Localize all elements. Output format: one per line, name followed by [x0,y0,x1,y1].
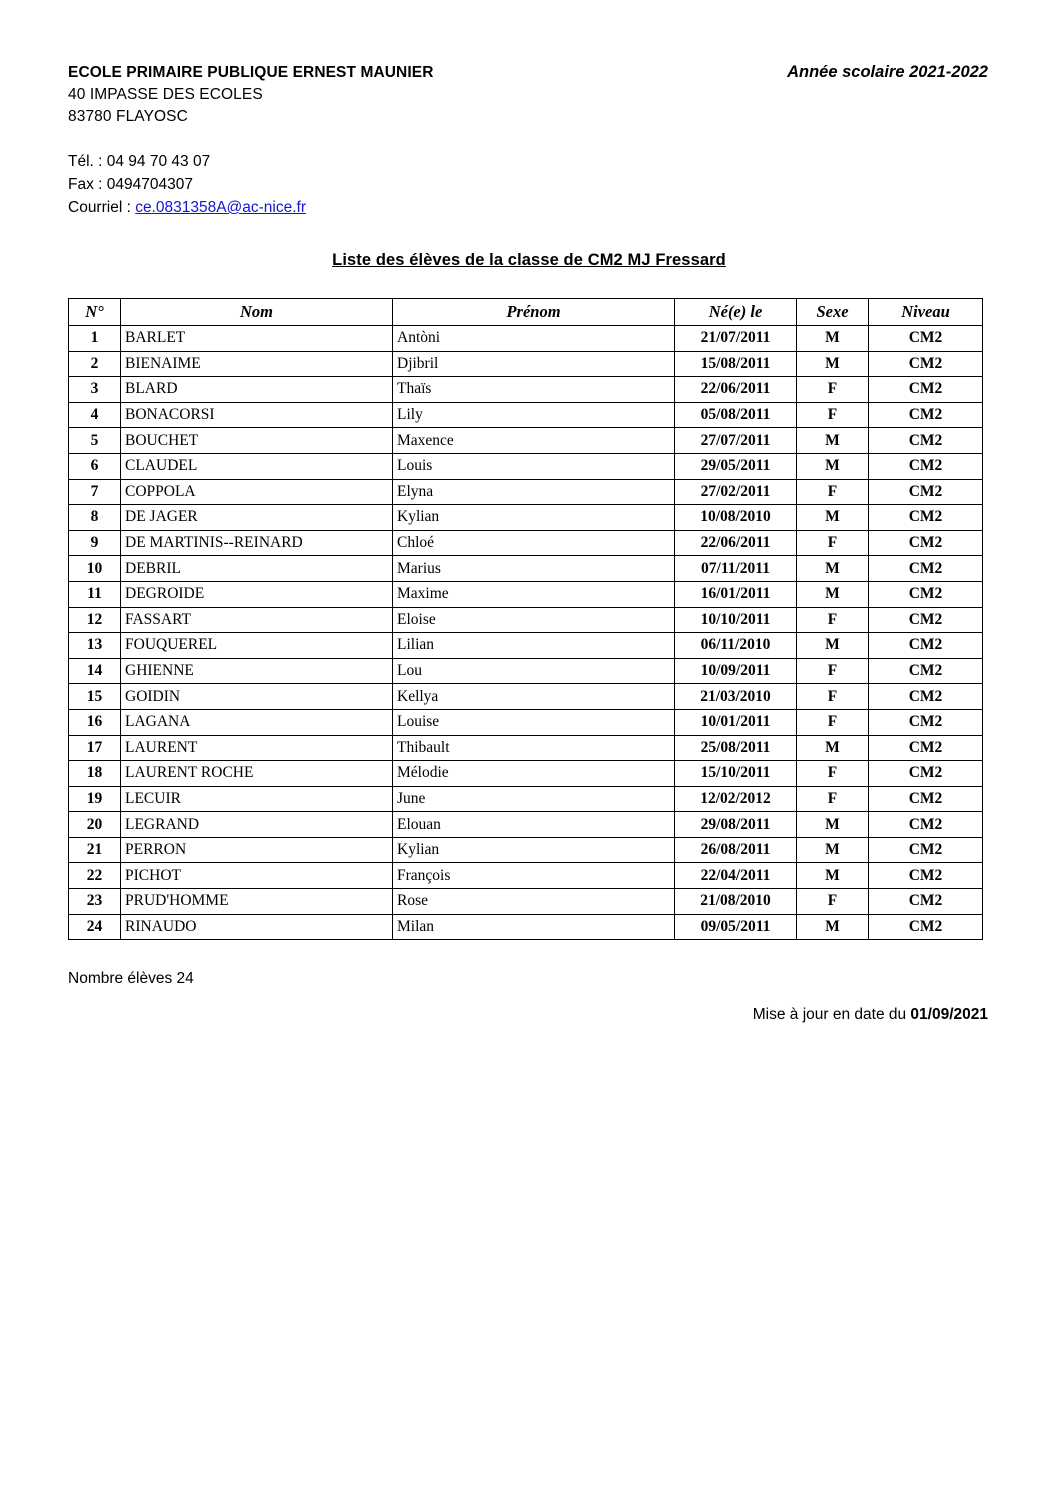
table-row [69,479,983,505]
cell-sexe: F [797,889,869,915]
table-row [69,428,983,454]
cell-naissance: 10/10/2011 [675,607,797,633]
cell-num: 9 [69,530,121,556]
cell-num: 7 [69,479,121,505]
update-date-line [68,1006,990,1024]
cell-naissance: 10/09/2011 [675,658,797,684]
cell-sexe: M [797,837,869,863]
cell-prenom: Kellya [393,684,675,710]
cell-niveau: CM2 [869,607,983,633]
update-prefix: Mise à jour en date du [752,1006,911,1024]
table-row [69,914,983,940]
fax-line: Fax : 0494704307 [68,176,193,193]
cell-niveau: CM2 [869,530,983,556]
cell-prenom: François [393,863,675,889]
cell-nom: PERRON [121,837,393,863]
cell-sexe: M [797,581,869,607]
cell-prenom: Marius [393,556,675,582]
cell-prenom: Maxence [393,428,675,454]
column-header-num: N° [69,299,121,326]
cell-sexe: M [797,914,869,940]
page-title: Liste des élèves de la classe de CM2 MJ Fressard [332,251,726,269]
cell-naissance: 10/08/2010 [675,505,797,531]
cell-prenom: Milan [393,914,675,940]
cell-niveau: CM2 [869,428,983,454]
cell-niveau: CM2 [869,351,983,377]
cell-naissance: 25/08/2011 [675,735,797,761]
cell-prenom: Antòni [393,326,675,352]
cell-num: 8 [69,505,121,531]
cell-num: 10 [69,556,121,582]
table-row [69,735,983,761]
table-row [69,812,983,838]
cell-nom: LEGRAND [121,812,393,838]
cell-naissance: 22/04/2011 [675,863,797,889]
cell-sexe: M [797,351,869,377]
cell-prenom: Rose [393,889,675,915]
email-label: Courriel : [68,199,136,216]
cell-niveau: CM2 [869,735,983,761]
cell-niveau: CM2 [869,658,983,684]
cell-nom: BARLET [121,326,393,352]
school-city: 83780 FLAYOSC [68,108,188,125]
cell-sexe: M [797,505,869,531]
update-date: 01/09/2021 [910,1006,988,1024]
table-row [69,351,983,377]
cell-sexe: M [797,812,869,838]
table-row [69,889,983,915]
cell-niveau: CM2 [869,581,983,607]
cell-prenom: Kylian [393,837,675,863]
cell-naissance: 22/06/2011 [675,530,797,556]
cell-naissance: 05/08/2011 [675,402,797,428]
cell-prenom: Elouan [393,812,675,838]
cell-nom: LECUIR [121,786,393,812]
cell-nom: BONACORSI [121,402,393,428]
cell-prenom: Lilian [393,633,675,659]
cell-prenom: Maxime [393,581,675,607]
school-address: 40 IMPASSE DES ECOLES [68,86,263,103]
cell-prenom: Mélodie [393,761,675,787]
cell-num: 5 [69,428,121,454]
cell-num: 6 [69,453,121,479]
cell-naissance: 09/05/2011 [675,914,797,940]
cell-sexe: F [797,786,869,812]
cell-nom: RINAUDO [121,914,393,940]
cell-prenom: June [393,786,675,812]
cell-niveau: CM2 [869,786,983,812]
cell-nom: PICHOT [121,863,393,889]
cell-num: 19 [69,786,121,812]
cell-naissance: 06/11/2010 [675,633,797,659]
cell-niveau: CM2 [869,453,983,479]
cell-nom: LAGANA [121,709,393,735]
cell-sexe: F [797,402,869,428]
cell-niveau: CM2 [869,709,983,735]
cell-num: 15 [69,684,121,710]
cell-sexe: M [797,633,869,659]
cell-prenom: Lou [393,658,675,684]
cell-niveau: CM2 [869,326,983,352]
cell-prenom: Thibault [393,735,675,761]
cell-prenom: Louise [393,709,675,735]
column-header-naissance: Né(e) le [675,299,797,326]
cell-niveau: CM2 [869,889,983,915]
cell-num: 16 [69,709,121,735]
cell-sexe: M [797,326,869,352]
cell-naissance: 29/05/2011 [675,453,797,479]
students-table [68,298,983,940]
cell-num: 17 [69,735,121,761]
cell-sexe: F [797,684,869,710]
cell-niveau: CM2 [869,556,983,582]
cell-nom: DE JAGER [121,505,393,531]
table-row [69,709,983,735]
cell-nom: COPPOLA [121,479,393,505]
cell-naissance: 27/07/2011 [675,428,797,454]
cell-num: 4 [69,402,121,428]
cell-num: 1 [69,326,121,352]
cell-sexe: M [797,428,869,454]
table-header-row [69,299,983,326]
cell-niveau: CM2 [869,863,983,889]
table-row [69,658,983,684]
cell-niveau: CM2 [869,402,983,428]
table-row [69,761,983,787]
table-row [69,633,983,659]
column-header-nom: Nom [121,299,393,326]
cell-prenom: Elyna [393,479,675,505]
cell-prenom: Lily [393,402,675,428]
cell-naissance: 22/06/2011 [675,377,797,403]
cell-prenom: Djibril [393,351,675,377]
cell-num: 13 [69,633,121,659]
table-row [69,786,983,812]
cell-sexe: M [797,735,869,761]
document-header [68,62,990,128]
cell-nom: GHIENNE [121,658,393,684]
cell-prenom: Louis [393,453,675,479]
cell-naissance: 16/01/2011 [675,581,797,607]
phone-line: Tél. : 04 94 70 43 07 [68,153,211,170]
school-name: ECOLE PRIMAIRE PUBLIQUE ERNEST MAUNIER [68,64,434,81]
table-row [69,837,983,863]
cell-nom: LAURENT ROCHE [121,761,393,787]
cell-nom: DE MARTINIS--REINARD [121,530,393,556]
school-year: Année scolaire 2021-2022 [787,63,988,81]
cell-sexe: F [797,377,869,403]
cell-num: 3 [69,377,121,403]
table-row [69,607,983,633]
table-row [69,505,983,531]
cell-sexe: F [797,761,869,787]
cell-naissance: 15/08/2011 [675,351,797,377]
cell-num: 21 [69,837,121,863]
column-header-niveau: Niveau [869,299,983,326]
cell-nom: DEGROIDE [121,581,393,607]
cell-nom: GOIDIN [121,684,393,710]
table-row [69,581,983,607]
cell-naissance: 15/10/2011 [675,761,797,787]
cell-sexe: F [797,607,869,633]
cell-naissance: 21/03/2010 [675,684,797,710]
cell-niveau: CM2 [869,812,983,838]
column-header-prenom: Prénom [393,299,675,326]
cell-sexe: F [797,530,869,556]
students-table-body [69,326,983,940]
cell-nom: BOUCHET [121,428,393,454]
cell-num: 2 [69,351,121,377]
cell-naissance: 12/02/2012 [675,786,797,812]
cell-sexe: M [797,453,869,479]
cell-prenom: Kylian [393,505,675,531]
table-row [69,377,983,403]
cell-prenom: Eloise [393,607,675,633]
cell-sexe: M [797,556,869,582]
cell-naissance: 21/08/2010 [675,889,797,915]
column-header-sexe: Sexe [797,299,869,326]
cell-naissance: 26/08/2011 [675,837,797,863]
email-line [68,196,990,219]
cell-niveau: CM2 [869,684,983,710]
cell-num: 24 [69,914,121,940]
cell-sexe: F [797,709,869,735]
cell-num: 14 [69,658,121,684]
cell-prenom: Thaïs [393,377,675,403]
cell-niveau: CM2 [869,505,983,531]
school-identity-block [68,62,434,128]
cell-num: 11 [69,581,121,607]
cell-num: 23 [69,889,121,915]
table-row [69,326,983,352]
cell-nom: PRUD'HOMME [121,889,393,915]
cell-num: 20 [69,812,121,838]
cell-nom: BLARD [121,377,393,403]
contact-block [68,150,990,219]
table-row [69,863,983,889]
table-row [69,402,983,428]
cell-nom: LAURENT [121,735,393,761]
cell-nom: FASSART [121,607,393,633]
cell-nom: BIENAIME [121,351,393,377]
cell-prenom: Chloé [393,530,675,556]
cell-naissance: 21/07/2011 [675,326,797,352]
cell-num: 18 [69,761,121,787]
cell-nom: CLAUDEL [121,453,393,479]
cell-nom: FOUQUEREL [121,633,393,659]
table-row [69,530,983,556]
table-row [69,453,983,479]
cell-num: 22 [69,863,121,889]
student-count: Nombre élèves 24 [68,970,194,988]
cell-num: 12 [69,607,121,633]
cell-naissance: 29/08/2011 [675,812,797,838]
cell-niveau: CM2 [869,377,983,403]
cell-niveau: CM2 [869,761,983,787]
cell-niveau: CM2 [869,479,983,505]
cell-sexe: F [797,479,869,505]
cell-niveau: CM2 [869,633,983,659]
cell-niveau: CM2 [869,837,983,863]
cell-naissance: 27/02/2011 [675,479,797,505]
email-link[interactable]: ce.0831358A@ac-nice.fr [135,199,307,216]
cell-sexe: F [797,658,869,684]
table-row [69,556,983,582]
table-row [69,684,983,710]
cell-nom: DEBRIL [121,556,393,582]
cell-naissance: 07/11/2011 [675,556,797,582]
cell-naissance: 10/01/2011 [675,709,797,735]
cell-sexe: M [797,863,869,889]
cell-niveau: CM2 [869,914,983,940]
